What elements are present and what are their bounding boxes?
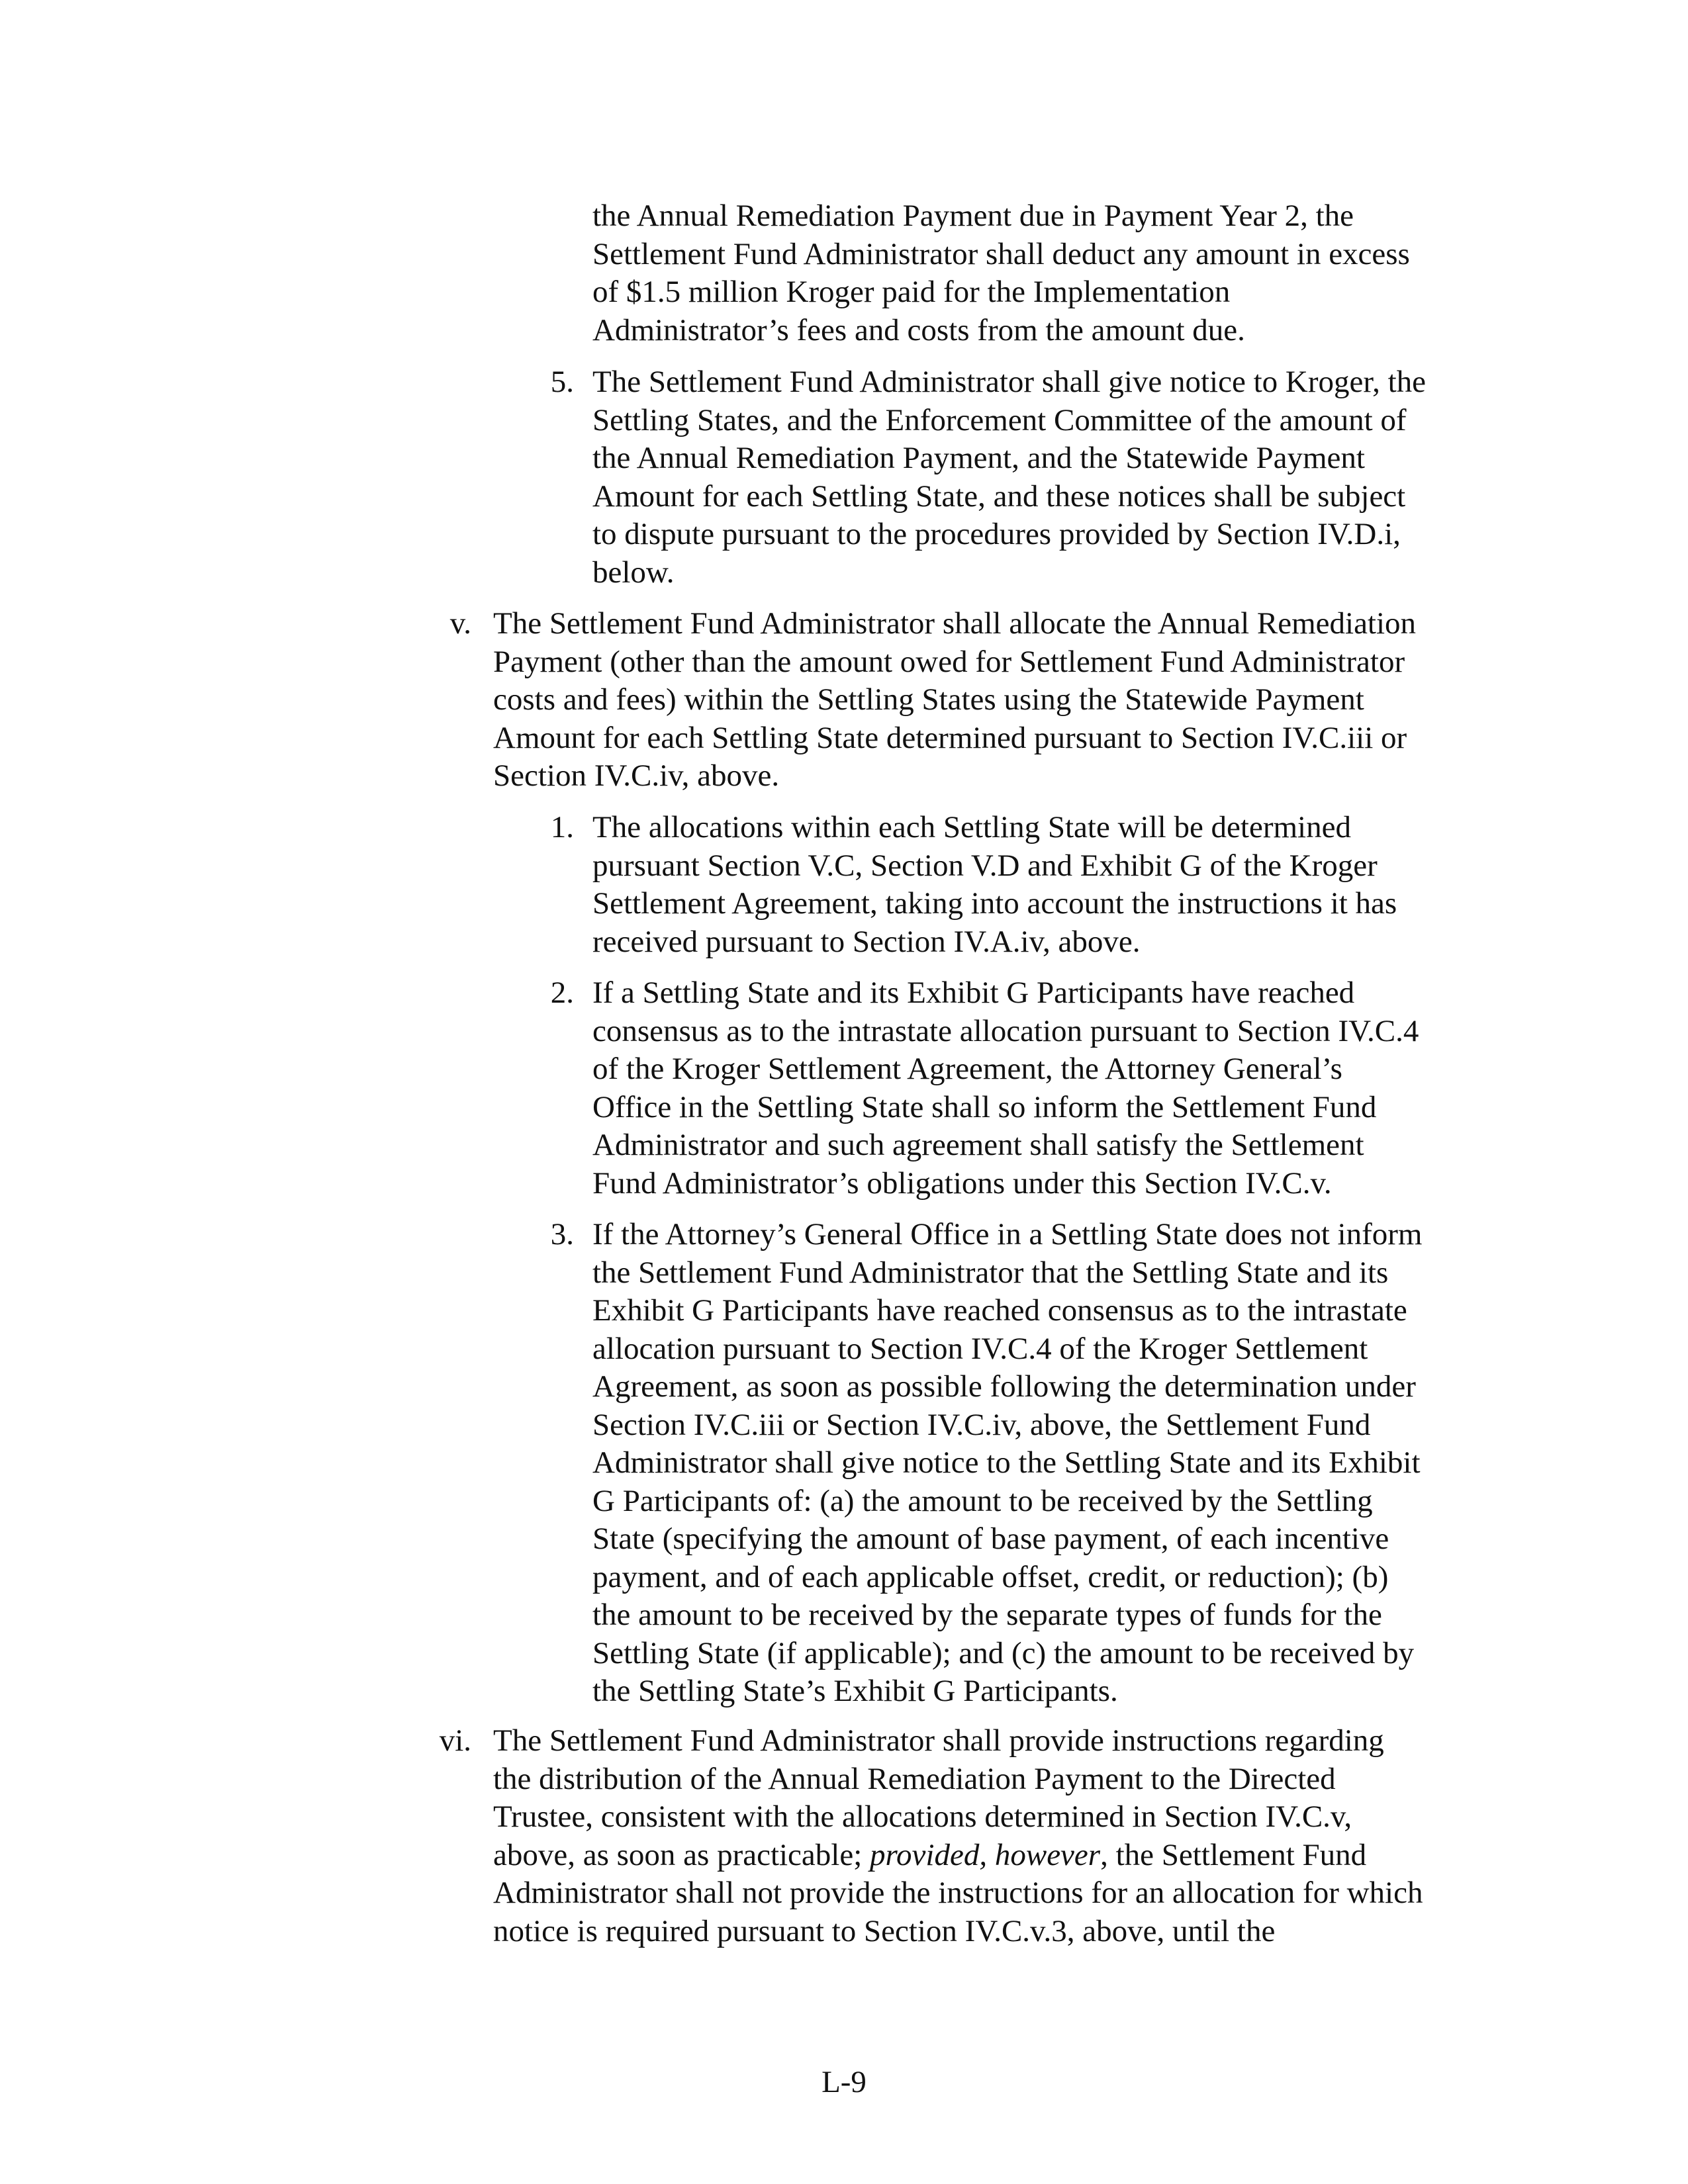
text-line: The Settlement Fund Administrator shall allocate the Annual Remediation — [493, 606, 1417, 641]
text-line: Settlement Fund Administrator shall deduct any amount in excess — [592, 236, 1410, 271]
text-run: above, as soon as practicable; — [493, 1837, 870, 1872]
list-marker: vi. — [439, 1723, 471, 1758]
list-marker: 3. — [550, 1217, 574, 1251]
text-line: of $1.5 million Kroger paid for the Implementation — [592, 275, 1231, 309]
text-line: Administrator shall give notice to the Settling State and its Exhibit — [592, 1445, 1421, 1480]
text-line: allocation pursuant to Section IV.C.4 of the Kroger Settlement — [592, 1331, 1368, 1366]
text-line: Settlement Agreement, taking into account the instructions it has — [592, 886, 1397, 921]
list-item-text — [592, 809, 1493, 961]
list-marker: 5. — [550, 365, 574, 399]
text-line: the amount to be received by the separate types of funds for the — [592, 1598, 1382, 1632]
text-run: , the Settlement Fund — [1100, 1837, 1367, 1872]
page-number: L-9 — [821, 2065, 867, 2099]
text-line: to dispute pursuant to the procedures provided by Section IV.D.i, — [592, 517, 1401, 551]
text-line: If a Settling State and its Exhibit G Participants have reached — [592, 976, 1355, 1010]
list-item-text — [592, 974, 1493, 1203]
text-line: G Participants of: (a) the amount to be received by the Settling — [592, 1483, 1373, 1518]
text-line: the Settling State’s Exhibit G Participants. — [592, 1674, 1118, 1708]
text-line: costs and fees) within the Settling States using the Statewide Payment — [493, 682, 1364, 717]
text-line: State (specifying the amount of base payment, of each incentive — [592, 1522, 1389, 1556]
list-marker: v. — [449, 606, 471, 641]
italic-text-run: provided, however — [870, 1837, 1101, 1872]
text-line: If the Attorney’s General Office in a Settling State does not inform — [592, 1217, 1423, 1251]
text-line: consensus as to the intrastate allocation pursuant to Section IV.C.4 — [592, 1013, 1419, 1048]
text-line: Section IV.C.iv, above. — [493, 758, 780, 793]
text-line: received pursuant to Section IV.A.iv, above. — [592, 924, 1141, 959]
continuation-paragraph — [592, 197, 1493, 349]
text-line: the Annual Remediation Payment due in Payment Year 2, the — [592, 199, 1354, 233]
text-line: Payment (other than the amount owed for Settlement Fund Administrator — [493, 644, 1405, 679]
text-line: The allocations within each Settling State will be determined — [592, 810, 1351, 844]
text-line: payment, and of each applicable offset, credit, or reduction); (b) — [592, 1559, 1389, 1594]
text-line: of the Kroger Settlement Agreement, the Attorney General’s — [592, 1052, 1342, 1086]
list-item-text — [493, 1722, 1493, 1950]
text-line: Settling State (if applicable); and (c) the amount to be received by — [592, 1635, 1415, 1670]
text-line: the Annual Remediation Payment, and the Statewide Payment — [592, 441, 1365, 475]
text-line: Administrator and such agreement shall satisfy the Settlement — [592, 1128, 1364, 1162]
text-line: Section IV.C.iii or Section IV.C.iv, above, the Settlement Fund — [592, 1407, 1371, 1442]
text-line: Trustee, consistent with the allocations determined in Section IV.C.v, — [493, 1799, 1352, 1834]
list-item-text — [592, 363, 1493, 592]
text-line: Exhibit G Participants have reached consensus as to the intrastate — [592, 1293, 1407, 1328]
list-item-text — [493, 605, 1493, 796]
list-marker: 1. — [550, 810, 574, 844]
list-marker: 2. — [550, 976, 574, 1010]
text-line: notice is required pursuant to Section IV.C.v.3, above, until the — [493, 1913, 1276, 1948]
text-line: the distribution of the Annual Remediation Payment to the Directed — [493, 1761, 1336, 1796]
text-line: The Settlement Fund Administrator shall give notice to Kroger, the — [592, 365, 1427, 399]
list-item-text — [592, 1216, 1493, 1711]
text-line: pursuant Section V.C, Section V.D and Exhibit G of the Kroger — [592, 848, 1378, 883]
text-line: Settling States, and the Enforcement Committee of the amount of — [592, 402, 1407, 437]
text-line: the Settlement Fund Administrator that the Settling State and its — [592, 1255, 1389, 1290]
text-line: Amount for each Settling State, and these notices shall be subject — [592, 478, 1406, 514]
text-line: Agreement, as soon as possible following the determination under — [592, 1369, 1416, 1404]
text-line: Fund Administrator’s obligations under this Section IV.C.v. — [592, 1165, 1332, 1201]
text-line: The Settlement Fund Administrator shall provide instructions regarding — [493, 1723, 1384, 1758]
text-line: Amount for each Settling State determined pursuant to Section IV.C.iii or — [493, 720, 1407, 755]
text-line: below. — [592, 555, 675, 590]
text-line: Administrator’s fees and costs from the amount due. — [592, 312, 1245, 347]
text-line-with-italic — [493, 1837, 1493, 1875]
text-line: Administrator shall not provide the instructions for an allocation for which — [493, 1876, 1423, 1910]
text-line: Office in the Settling State shall so inform the Settlement Fund — [592, 1089, 1377, 1124]
